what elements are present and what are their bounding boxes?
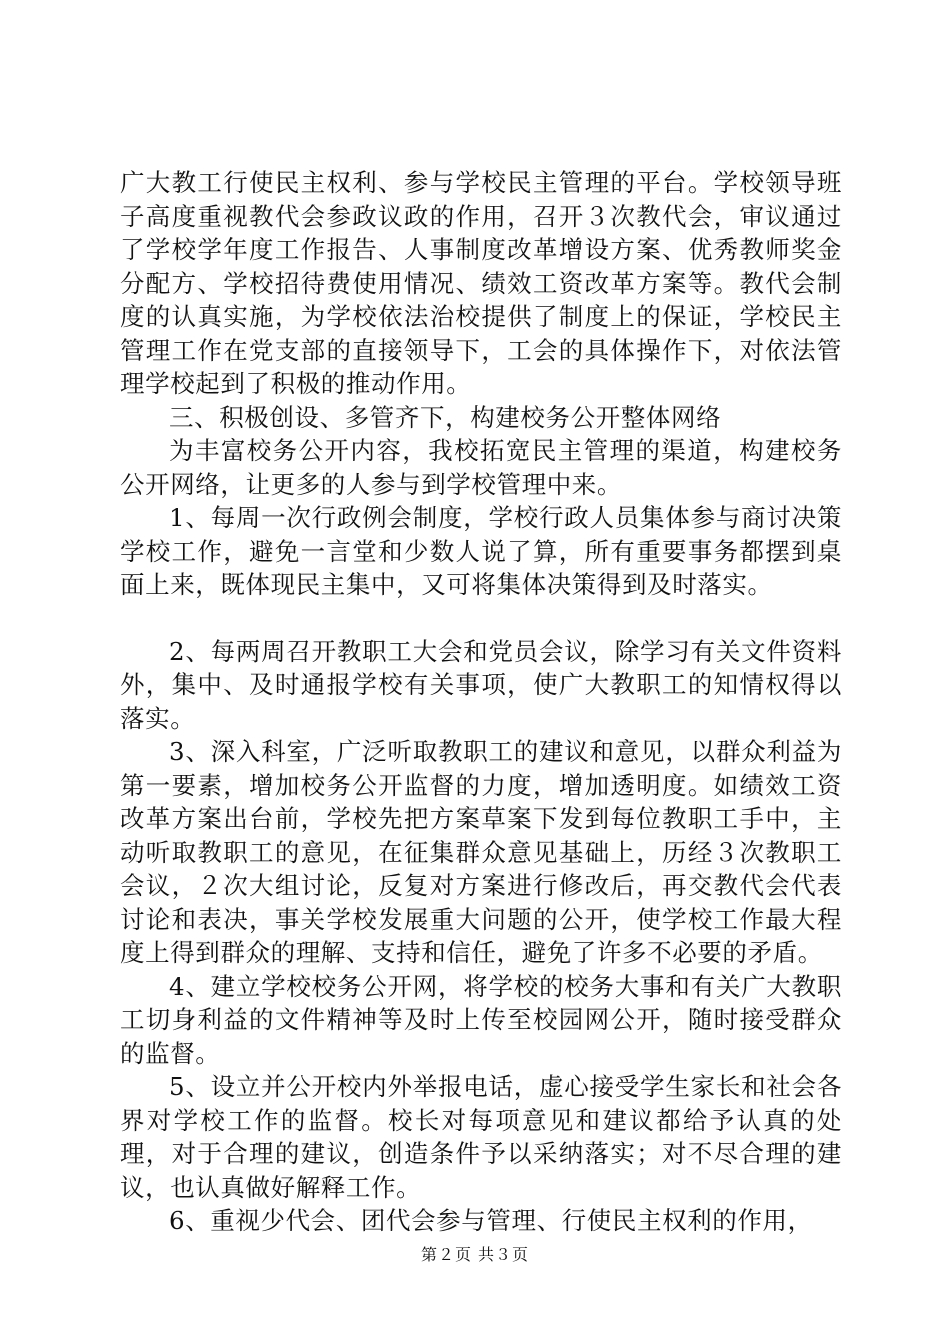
document-body — [120, 166, 842, 1238]
list-item-6: 6、重视少代会、团代会参与管理、行使民主权利的作用， — [169, 1206, 813, 1235]
page-footer: 第２页 共３页 — [420, 1245, 530, 1264]
list-item-3: 3、深入科室，广泛听取教职工的建议和意见，以群众利益为第一要素，增加校务公开监督的力度，增加透明度。如绩效工资改革方案出台前，学校先把方案草案下发到每位教职工手中，主动听取教职工的意见，在征集群众意见基础上，历经３次教职工会议，２次大组讨论，反复对方案进行修改后，再交教代会代表讨论和表决，事关学校发展重大问题的公开，使学校工作最大程度上得到群众的理解、支持和信任，避免了许多不必要的矛盾。 — [120, 737, 842, 967]
section-heading: 三、积极创设、多管齐下，构建校务公开整体网络 — [169, 402, 722, 432]
list-item-5: 5、设立并公开校内外举报电话，虚心接受学生家长和社会各界对学校工作的监督。校长对每项意见和建议都给予认真的处理，对于合理的建议，创造条件予以采纳落实；对不尽合理的建议，也认真做好解释工作。 — [120, 1072, 842, 1202]
list-item-1: 1、每周一次行政例会制度，学校行政人员集体参与商讨决策学校工作，避免一言堂和少数人说了算，所有重要事务都摆到桌面上来，既体现民主集中，又可将集体决策得到及时落实。 — [120, 503, 842, 599]
paragraph-intro: 为丰富校务公开内容，我校拓宽民主管理的渠道，构建校务公开网络，让更多的人参与到学校管理中来。 — [120, 436, 842, 499]
list-item-2: 2、每两周召开教职工大会和党员会议，除学习有关文件资料外，集中、及时通报学校有关事项，使广大教职工的知情权得以落实。 — [120, 636, 842, 733]
paragraph-continuation: 广大教工行使民主权利、参与学校民主管理的平台。学校领导班子高度重视教代会参政议政的作用，召开３次教代会，审议通过了学校学年度工作报告、人事制度改革增设方案、优秀教师奖金分配方、学校招待费使用情况、绩效工资改革方案等。教代会制度的认真实施，为学校依法治校提供了制度上的保证，学校民主管理工作在党支部的直接领导下，工会的具体操作下，对依法管理学校起到了积极的推动作用。 — [120, 168, 842, 398]
list-item-4: 4、建立学校校务公开网，将学校的校务大事和有关广大教职工切身利益的文件精神等及时上传至校园网公开，随时接受群众的监督。 — [120, 971, 842, 1068]
